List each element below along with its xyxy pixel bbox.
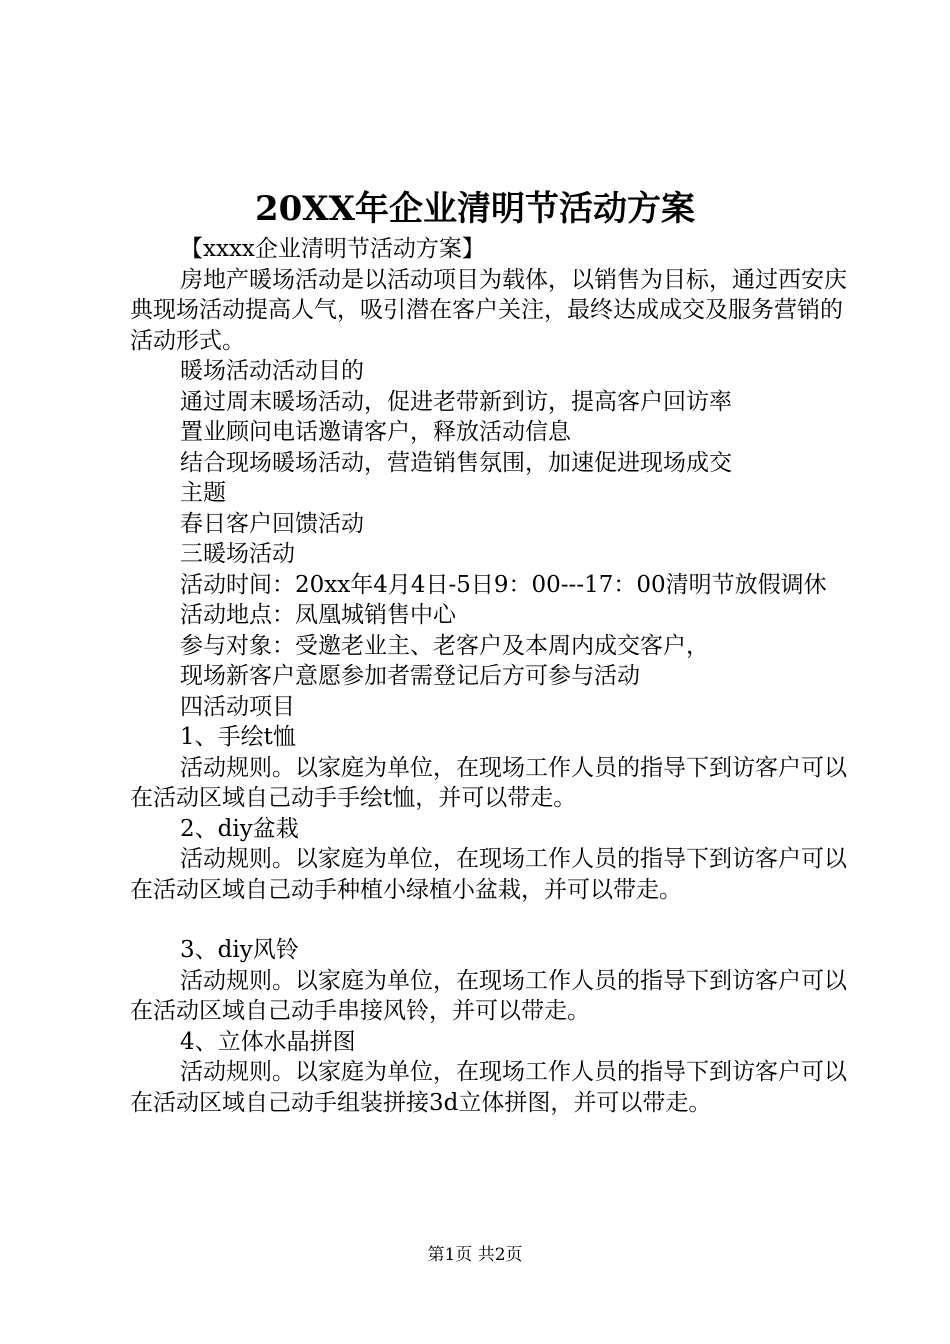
paragraph-item-1-rule: 活动规则。以家庭为单位，在现场工作人员的指导下到访客户可以在活动区域自己动手手绘t恤，并可以带走。: [130, 754, 847, 811]
page-footer: 第1页 共2页: [427, 1245, 523, 1265]
paragraph-subtitle: 【xxxx企业清明节活动方案】: [180, 236, 485, 262]
paragraph-item-3-rule: 活动规则。以家庭为单位，在现场工作人员的指导下到访客户可以在活动区域自己动手串接风铃，并可以带走。: [130, 967, 847, 1024]
paragraph-item-3-heading: 3、diy风铃: [180, 937, 299, 963]
paragraph-participants: 参与对象：受邀老业主、老客户及本周内成交客户，: [180, 632, 709, 659]
paragraph-purpose-heading: 暖场活动活动目的: [180, 358, 364, 384]
paragraph-item-4-rule: 活动规则。以家庭为单位，在现场工作人员的指导下到访客户可以在活动区域自己动手组装拼接3d立体拼图，并可以带走。: [130, 1059, 847, 1116]
paragraph-purpose-1: 通过周末暖场活动，促进老带新到访，提高客户回访率: [180, 388, 732, 415]
document-title: 20XX年企业清明节活动方案: [254, 189, 696, 229]
paragraph-location: 活动地点：凤凰城销售中心: [180, 602, 456, 628]
paragraph-item-1-heading: 1、手绘t恤: [180, 724, 296, 750]
paragraph-purpose-2: 置业顾问电话邀请客户，释放活动信息: [180, 419, 571, 445]
paragraph-item-4-heading: 4、立体水晶拼图: [180, 1028, 356, 1055]
paragraph-new-customers: 现场新客户意愿参加者需登记后方可参与活动: [180, 663, 640, 689]
paragraph-item-2-heading: 2、diy盆栽: [180, 815, 299, 842]
paragraph-time: 活动时间：20xx年4月4日-5日9：00---17：00清明节放假调休: [180, 571, 827, 598]
paragraph-intro: 房地产暖场活动是以活动项目为载体，以销售为目标，通过西安庆典现场活动提高人气，吸引潜在客户关注，最终达成成交及服务营销的活动形式。: [130, 266, 847, 354]
paragraph-theme-heading: 主题: [180, 480, 226, 506]
paragraph-theme: 春日客户回馈活动: [180, 510, 364, 537]
paragraph-section-three: 三暖场活动: [180, 541, 295, 567]
paragraph-section-four: 四活动项目: [180, 693, 295, 720]
paragraph-purpose-3: 结合现场暖场活动，营造销售氛围，加速促进现场成交: [180, 449, 732, 476]
document-body: [130, 234, 850, 1118]
paragraph-item-2-rule: 活动规则。以家庭为单位，在现场工作人员的指导下到访客户可以在活动区域自己动手种植小绿植小盆栽，并可以带走。: [130, 846, 847, 903]
